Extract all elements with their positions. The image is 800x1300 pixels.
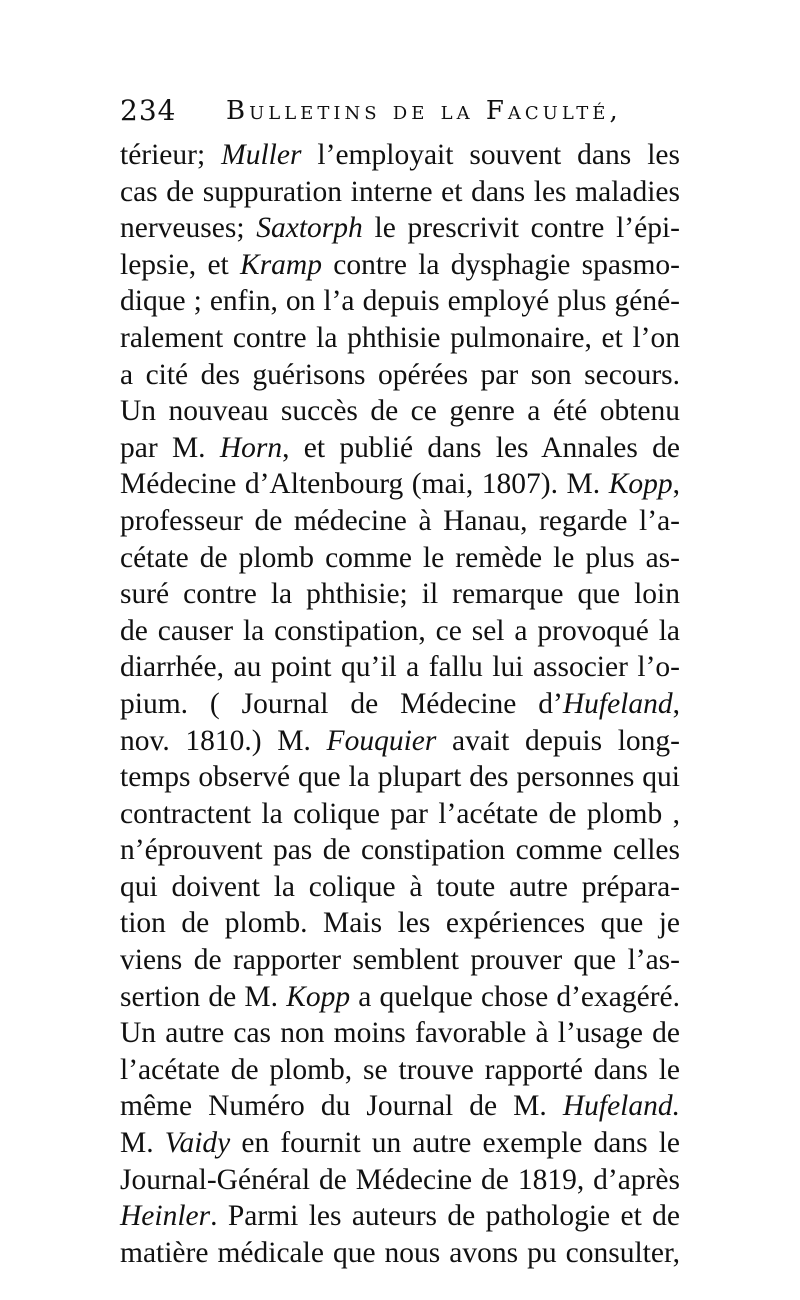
text-line xyxy=(120,1235,680,1272)
text-line xyxy=(120,210,680,247)
italic-name: Saxtorph xyxy=(256,212,363,245)
text-run: suré contre la phthisie; il remarque que loin xyxy=(120,578,680,611)
text-line xyxy=(120,137,680,174)
italic-name: Hufeland. xyxy=(562,1090,680,1123)
text-run: en fournit un autre exemple dans le xyxy=(230,1127,680,1160)
text-run: lepsie, et xyxy=(120,248,241,281)
text-run: a cité des guérisons opérées par son secours. xyxy=(120,358,680,391)
text-line xyxy=(120,905,680,942)
text-line xyxy=(120,247,680,284)
italic-name: Muller xyxy=(221,139,302,171)
text-line xyxy=(120,1088,680,1125)
text-line xyxy=(120,686,680,723)
text-run: nov. 1810.) M. xyxy=(120,724,327,757)
text-run: le prescrivit contre l’épi- xyxy=(362,212,680,245)
text-run: Un autre cas non moins favorable à l’usage de xyxy=(120,1017,680,1050)
text-run: par M. xyxy=(120,431,220,464)
text-run: même Numéro du Journal de M. xyxy=(120,1090,563,1123)
text-run: temps observé que la plupart des personnes qui xyxy=(120,761,680,794)
italic-name: Fouquier xyxy=(326,724,437,757)
text-run: avait depuis long- xyxy=(436,724,680,757)
text-run: Médecine d’Altenbourg (mai, 1807). M. xyxy=(120,468,609,501)
italic-name: Vaidy xyxy=(164,1127,231,1160)
text-run: ralement contre la phthisie pulmonaire, et l’on xyxy=(120,321,680,354)
text-run: , xyxy=(672,687,680,720)
text-run: nerveuses; xyxy=(120,212,257,245)
italic-name: Kopp xyxy=(608,468,673,501)
text-run: Un nouveau succès de ce genre a été obtenu xyxy=(120,395,680,428)
text-line xyxy=(120,649,680,686)
text-run: contre la dysphagie spasmo- xyxy=(321,248,680,281)
text-run: l’acétate de plomb, se trouve rapporté dans le xyxy=(120,1053,680,1086)
body-text xyxy=(120,137,680,1271)
italic-name: Heinler xyxy=(120,1200,211,1233)
text-run: pium. ( Journal de Médecine d’ xyxy=(120,687,563,720)
text-line xyxy=(120,796,680,833)
text-run: tion de plomb. Mais les expériences que je xyxy=(120,907,680,940)
text-run: M. xyxy=(120,1127,165,1160)
text-line xyxy=(120,1125,680,1162)
text-run: professeur de médecine à Hanau, regarde l’a- xyxy=(120,504,680,537)
text-line xyxy=(120,357,680,394)
text-run: de causer la constipation, ce sel a provoqué la xyxy=(120,614,680,647)
text-run: matière médicale que nous avons pu consulter, xyxy=(120,1236,680,1269)
text-line xyxy=(120,503,680,540)
text-line xyxy=(120,466,680,503)
text-run: , et publié dans les Annales de xyxy=(282,431,680,464)
text-run: qui doivent la colique à toute autre prépara- xyxy=(120,870,680,903)
text-line xyxy=(120,283,680,320)
text-line xyxy=(120,1198,680,1235)
text-line xyxy=(120,1162,680,1199)
text-run: , xyxy=(672,468,680,501)
text-run: dique ; enfin, on l’a depuis employé plus géné- xyxy=(120,285,680,318)
text-line xyxy=(120,942,680,979)
running-title: Bulletins de la Faculté, xyxy=(226,96,622,126)
italic-name: Kramp xyxy=(240,248,322,281)
text-line xyxy=(120,832,680,869)
text-line xyxy=(120,393,680,430)
text-line xyxy=(120,979,680,1016)
italic-name: Kopp xyxy=(286,980,351,1013)
text-line xyxy=(120,320,680,357)
text-run: viens de rapporter semblent prouver que l’as- xyxy=(120,944,680,977)
italic-name: Hufeland xyxy=(562,687,673,720)
text-line xyxy=(120,613,680,650)
text-line xyxy=(120,430,680,467)
text-run: n’éprouvent pas de constipation comme celles xyxy=(120,834,680,867)
text-run: l’employait souvent dans les xyxy=(301,139,680,171)
page-header xyxy=(120,94,680,134)
text-line xyxy=(120,869,680,906)
text-run: diarrhée, au point qu’il a fallu lui associer l’o- xyxy=(120,651,680,684)
text-run: . Parmi les auteurs de pathologie et de xyxy=(210,1200,680,1233)
text-line xyxy=(120,174,680,211)
text-run: contractent la colique par l’acétate de plomb , xyxy=(120,797,680,830)
text-run: a quelque chose d’exagéré. xyxy=(350,980,680,1013)
page-number: 234 xyxy=(120,94,177,127)
text-line xyxy=(120,723,680,760)
text-run: cétate de plomb comme le remède le plus as- xyxy=(120,541,680,574)
text-run: térieur; xyxy=(120,139,222,171)
text-run: sertion de M. xyxy=(120,980,287,1013)
text-line xyxy=(120,759,680,796)
text-line xyxy=(120,576,680,613)
text-run: cas de suppuration interne et dans les maladies xyxy=(120,175,680,208)
text-line xyxy=(120,1015,680,1052)
italic-name: Horn xyxy=(219,431,283,464)
text-run: Journal-Général de Médecine de 1819, d’après xyxy=(120,1163,680,1196)
text-line xyxy=(120,540,680,577)
text-line xyxy=(120,1052,680,1089)
